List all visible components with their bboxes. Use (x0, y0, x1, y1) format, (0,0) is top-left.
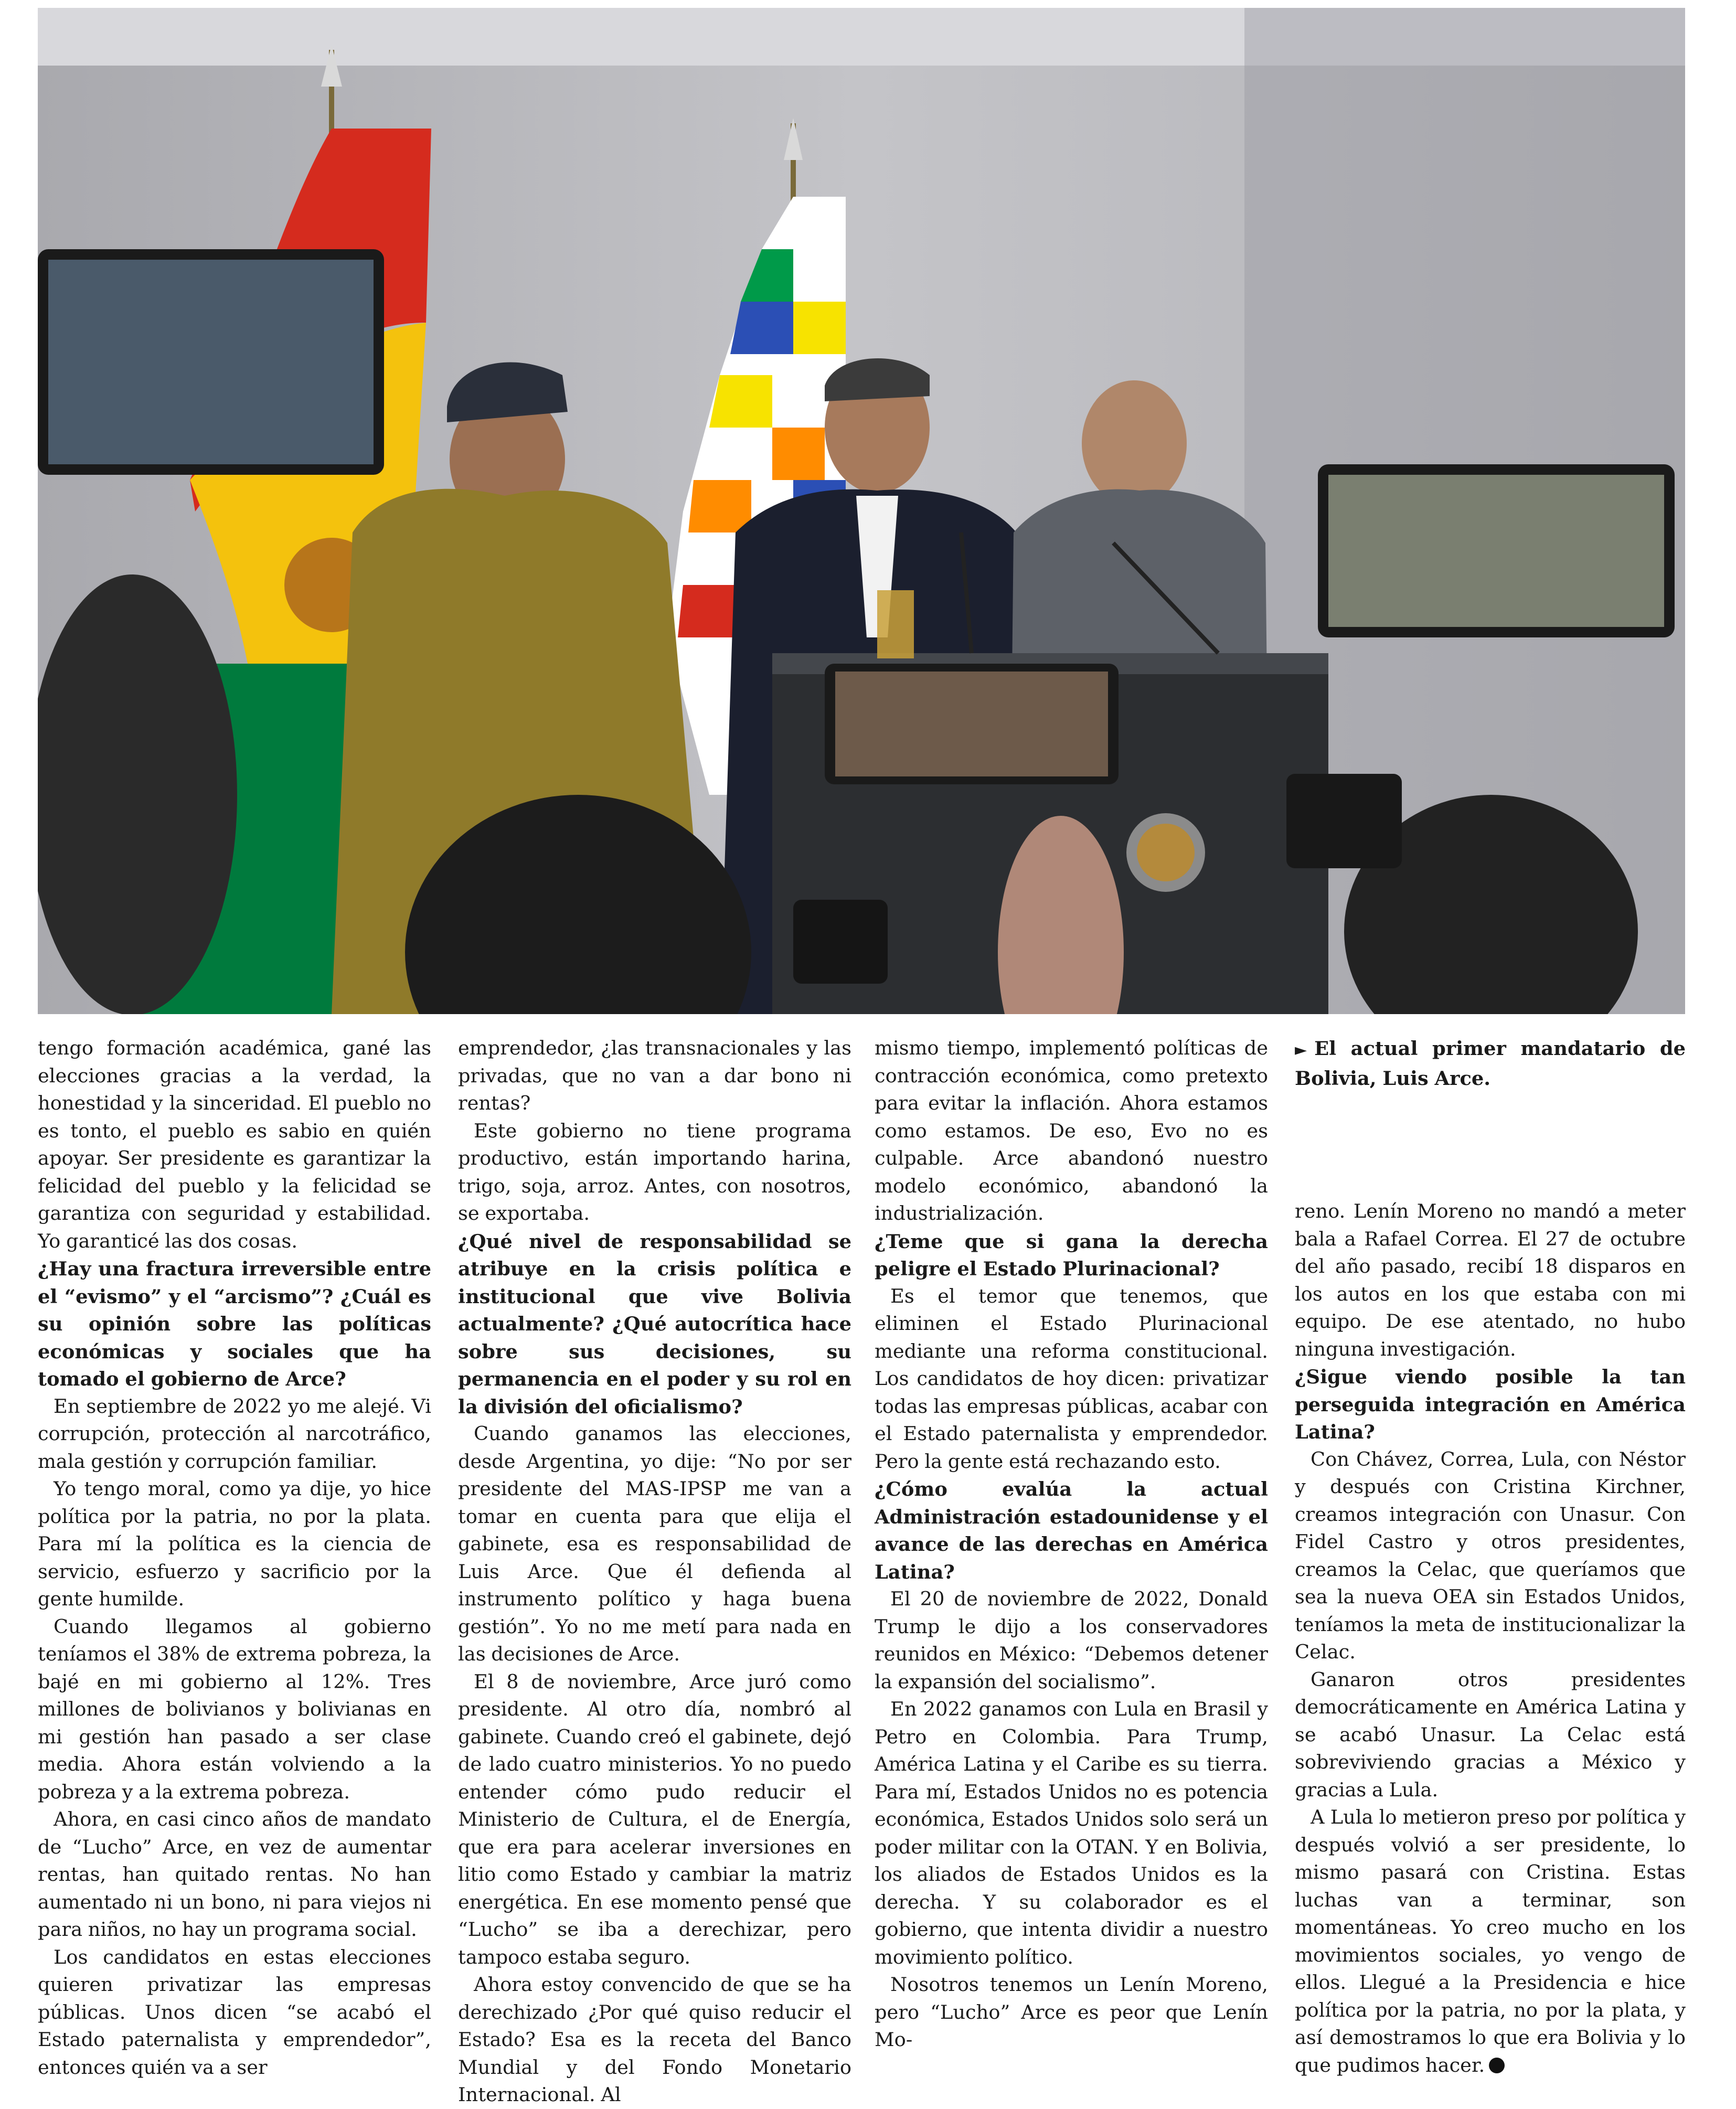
paragraph: Ganaron otros presidentes democráticamente en América Latina y se acabó Unasur. La Celac está sobreviviendo gracias a México y gracias a Lula. (1295, 1668, 1686, 1801)
paragraph: Con Chávez, Correa, Lula, con Néstor y después con Cristina Kirchner, creamos integración con Unasur. Con Fidel Castro y otros presidentes, creamos la Celac, que queríamos que sea la nueva OEA sin Estados Unidos, teníamos la meta de institucionalizar la Celac. (1295, 1447, 1686, 1663)
paragraph: A Lula lo metieron preso por política y después volvió a ser presidente, lo mismo pasará con Cristina. Estas luchas van a terminar, son momentáneas. Yo creo mucho en los movimientos sociales, yo vengo de ellos. Llegué a la Presidencia e hice política por la patria, no por la plata, y así demostramos lo que era Bolivia y lo que pudimos hacer. (1295, 1806, 1686, 2076)
interview-question: ¿Qué nivel de responsabilidad se atribuye en la crisis política e institucional que vive Bolivia actualmente? ¿Qué autocrítica hace sobre sus decisiones, su permanencia en el poder y su rol en la división del oficialismo? (458, 1229, 851, 1418)
paragraph: En 2022 ganamos con Lula en Brasil y Petro en Colombia. Para Trump, América Latina y el Caribe es su tierra. Para mí, Estados Unidos no es potencia económica, Estados Unidos solo será un poder militar con la OTAN. Y en Bolivia, los aliados de Estados Unidos es la derecha. Y su colaborador es el gobierno, que intenta dividir a nuestro movimiento político. (875, 1698, 1268, 1968)
paragraph: Ahora, en casi cinco años de mandato de “Lucho” Arce, en vez de aumentar rentas, han quitado rentas. No han aumentado ni un bono, ni para viejos ni para niños, no hay un programa social. (38, 1808, 431, 1941)
paragraph: Nosotros tenemos un Lenín Moreno, pero “Lucho” Arce es peor que Lenín Mo- (875, 1973, 1268, 2051)
interview-question: ¿Teme que si gana la derecha peligre el Estado Plurinacional? (875, 1229, 1268, 1280)
paragraph: mismo tiempo, implementó políticas de contracción económica, como pretexto para evitar la inflación. Ahora estamos como estamos. De eso, Evo no es culpable. Arce abandonó nuestro modelo económico, abandonó la industrialización. (875, 1037, 1268, 1224)
caption-arrow-icon: ► (1295, 1041, 1307, 1059)
paragraph: En septiembre de 2022 yo me alejé. Vi corrupción, protección al narcotráfico, mala gestión y corrupción familiar. (38, 1394, 431, 1473)
caption-text: El actual primer mandatario de Bolivia, Luis Arce. (1295, 1037, 1686, 1090)
paragraph: reno. Lenín Moreno no mandó a meter bala a Rafael Correa. El 27 de octubre del año pasado, recibí 18 disparos en los autos en los que estaba con mi equipo. De ese atentado, no hubo ninguna investigación. (1295, 1200, 1686, 1360)
paragraph: El 8 de noviembre, Arce juró como presidente. Al otro día, nombró al gabinete. Cuando creó el gabinete, dejó de lado cuatro ministerios. Yo no puedo entender cómo pudo reducir el Ministerio de Cultura, el de Energía, que era para acelerar inversiones en litio como Estado y cambiar la matriz energética. En ese momento pensé que “Lucho” se iba a derechizar, pero tampoco estaba seguro. (458, 1670, 851, 1968)
end-of-article-icon (1489, 2058, 1505, 2073)
paragraph: El 20 de noviembre de 2022, Donald Trump le dijo a los conservadores reunidos en México: “Debemos detener la expansión del socialismo”. (875, 1588, 1268, 1693)
interview-question: ¿Cómo evalúa la actual Administración estadounidense y el avance de las derechas en América Latina? (875, 1477, 1268, 1583)
paragraph: Este gobierno no tiene programa productivo, están importando harina, trigo, soja, arroz. Antes, con nosotros, se exportaba. (458, 1119, 851, 1224)
article-column-1 (38, 1035, 431, 2081)
paragraph: Los candidatos en estas elecciones quieren privatizar las empresas públicas. Unos dicen “se acabó el Estado paternalista y emprendedor”, entonces quién va a ser (38, 1945, 431, 2079)
article-column-4 (1295, 1198, 1686, 2079)
photo-caption (1295, 1035, 1686, 1092)
paragraph: Cuando ganamos las elecciones, desde Argentina, yo dije: “No por ser presidente del MAS-IPSP me van a tomar en cuenta para que elija el gabinete, esa es responsabilidad de Luis Arce. Que él defienda al instrumento político y haga buena gestión”. Yo no me metí para nada en las decisiones de Arce. (458, 1422, 851, 1665)
press-conference-photo (38, 8, 1685, 1014)
paragraph: emprendedor, ¿las transnacionales y las privadas, que no van a dar bono ni rentas? (458, 1037, 851, 1114)
interview-question: ¿Sigue viendo posible la tan perseguida integración en América Latina? (1295, 1365, 1686, 1443)
interview-question: ¿Hay una fractura irreversible entre el “evismo” y el “arcismo”? ¿Cuál es su opinión sobre las políticas económicas y sociales que ha tomado el gobierno de Arce? (38, 1257, 431, 1390)
paragraph: Es el temor que tenemos, que eliminen el Estado Plurinacional mediante una reforma constitucional. Los candidatos de hoy dicen: privatizar todas las empresas públicas, acabar con el Estado paternalista y emprendedor. Pero la gente está rechazando esto. (875, 1284, 1268, 1473)
paragraph: tengo formación académica, gané las elecciones gracias a la verdad, la honestidad y la sinceridad. El pueblo no es tonto, el pueblo es sabio en quién apoyar. Ser presidente es garantizar la felicidad del pueblo y la felicidad se garantiza con seguridad y estabilidad. Yo garanticé las dos cosas. (38, 1037, 431, 1252)
paragraph: Yo tengo moral, como ya dije, yo hice política por la patria, no por la plata. Para mí la política es la ciencia de servicio, esfuerzo y sacrificio por la gente humilde. (38, 1477, 431, 1610)
article-column-3 (875, 1035, 1268, 2054)
paragraph: Ahora estoy convencido de que se ha derechizado ¿Por qué quiso reducir el Estado? Esa es la receta del Banco Mundial y del Fondo Monetario Internacional. Al (458, 1973, 851, 2106)
photo-illustration (38, 8, 1685, 1014)
article-column-2 (458, 1035, 851, 2109)
paragraph: Cuando llegamos al gobierno teníamos el 38% de extrema pobreza, la bajé en mi gobierno al 12%. Tres millones de bolivianos y bolivianas en mi gestión han pasado a ser clase media. Ahora están volviendo a la pobreza y a la extrema pobreza. (38, 1615, 431, 1803)
